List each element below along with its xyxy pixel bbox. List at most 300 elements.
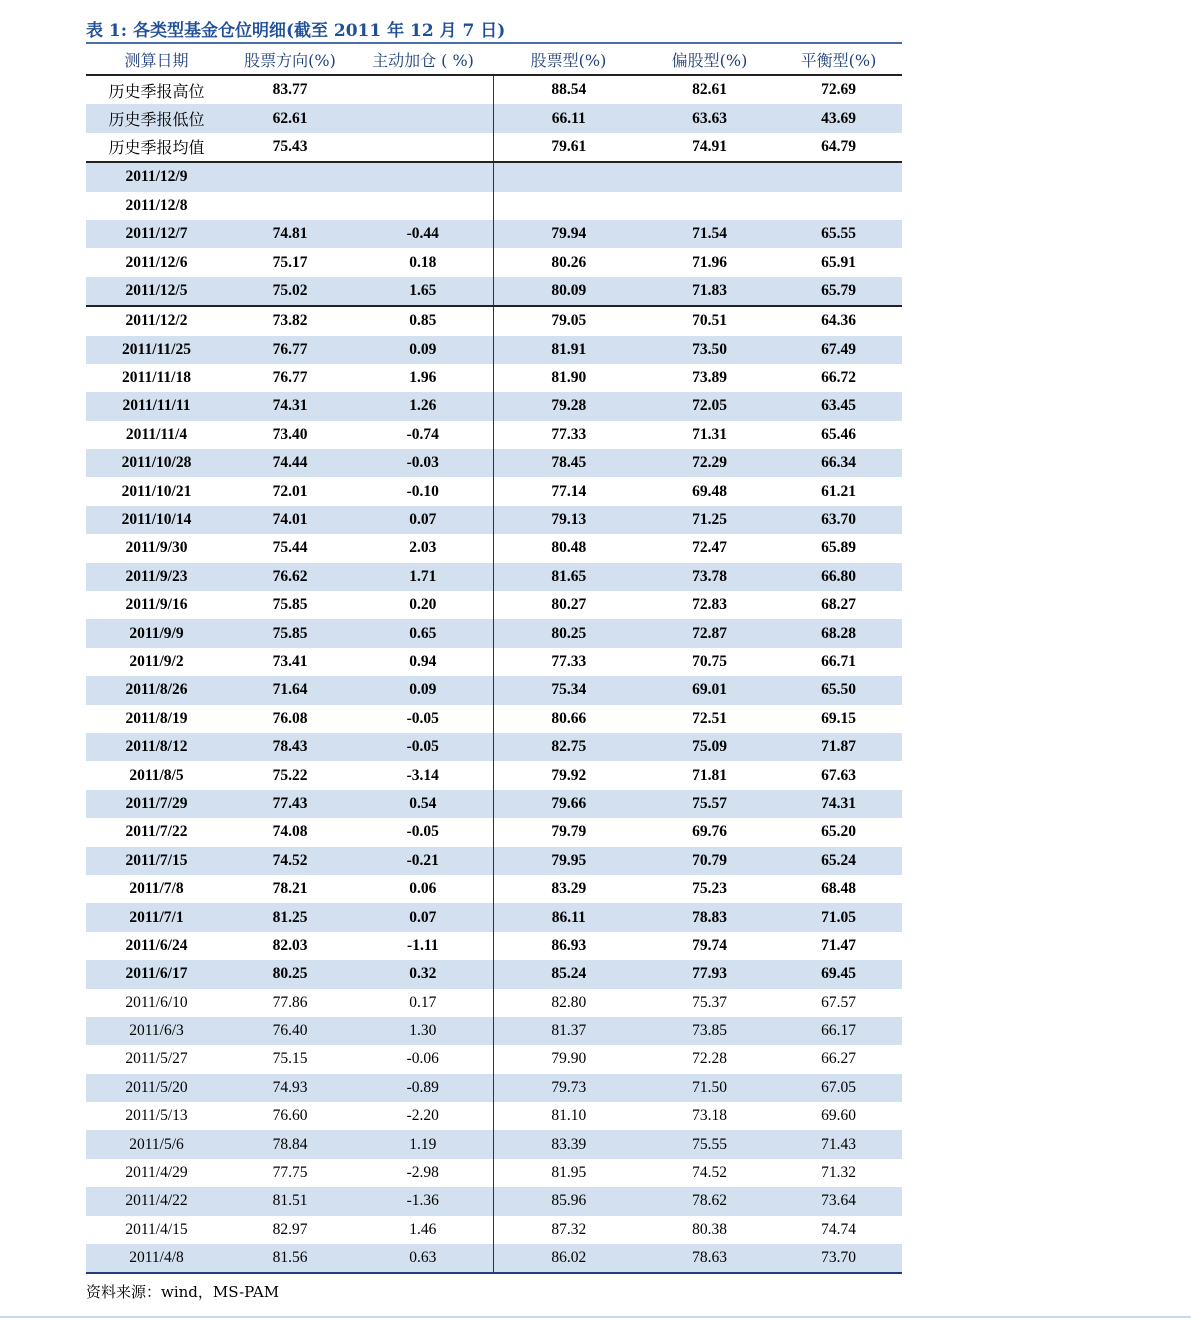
cell-stock-fund: 88.54 — [551, 81, 587, 99]
cell-date: 2011/7/22 — [125, 823, 188, 841]
table-row — [86, 449, 902, 477]
cell-active-add: -0.89 — [353, 1074, 493, 1102]
cell-stock-direction — [227, 192, 353, 220]
cell-balanced-fund: 65.55 — [775, 220, 902, 248]
cell-balanced-fund: 68.27 — [821, 596, 856, 614]
cell-stock-fund: 80.25 — [493, 619, 644, 647]
cell-partial-stock-fund: 72.83 — [692, 596, 727, 614]
cell-stock-direction: 81.51 — [227, 1187, 353, 1215]
cell-label: 历史季报均值 — [86, 133, 227, 162]
cell-active-add: 0.32 — [353, 960, 493, 988]
cell-partial-stock-fund: 78.63 — [644, 1244, 775, 1273]
cell-active-add: -1.11 — [353, 932, 493, 960]
table-row — [86, 392, 902, 420]
cell-stock-fund: 79.13 — [493, 506, 644, 534]
cell-partial-stock-fund: 75.55 — [644, 1130, 775, 1158]
cell-stock-fund: 79.28 — [493, 392, 644, 420]
table-row — [86, 306, 902, 335]
cell-active-add: -0.10 — [353, 477, 493, 505]
cell-balanced-fund: 73.70 — [775, 1244, 902, 1273]
table-row — [86, 875, 902, 903]
cell-stock-fund: 82.80 — [551, 993, 587, 1011]
cell-stock-direction: 75.44 — [272, 539, 308, 557]
cell-stock-direction: 83.77 — [272, 81, 308, 99]
table-row — [86, 903, 902, 931]
cell-stock-fund: 79.66 — [493, 790, 644, 818]
cell-stock-fund: 78.45 — [493, 449, 644, 477]
cell-stock-direction: 82.97 — [272, 1220, 308, 1238]
cell-stock-direction: 76.08 — [272, 709, 308, 727]
cell-date: 2011/8/12 — [86, 733, 227, 761]
cell-date: 2011/12/5 — [86, 277, 227, 306]
cell-active-add: -0.05 — [353, 818, 493, 846]
cell-date: 2011/6/3 — [86, 1017, 227, 1045]
table-row — [86, 364, 902, 392]
cell-partial-stock-fund: 73.18 — [692, 1107, 727, 1125]
cell-partial-stock-fund: 73.85 — [644, 1017, 775, 1045]
cell-stock-direction: 81.56 — [227, 1244, 353, 1273]
cell-partial-stock-fund: 71.31 — [692, 425, 727, 443]
cell-active-add: -0.05 — [353, 705, 493, 733]
cell-balanced-fund: 64.79 — [775, 133, 902, 162]
cell-active-add: 0.63 — [353, 1244, 493, 1273]
table-row — [86, 1074, 902, 1102]
cell-stock-direction: 75.17 — [272, 253, 308, 271]
cell-active-add — [353, 133, 493, 162]
cell-stock-direction: 78.21 — [272, 880, 308, 898]
cell-stock-direction: 74.93 — [227, 1074, 353, 1102]
cell-balanced-fund: 65.46 — [821, 425, 856, 443]
cell-balanced-fund: 72.69 — [821, 81, 856, 99]
cell-stock-fund: 86.02 — [493, 1244, 644, 1273]
cell-stock-direction: 74.08 — [272, 823, 308, 841]
cell-date: 2011/5/13 — [125, 1107, 188, 1125]
cell-active-add: 0.07 — [353, 903, 493, 931]
table-row — [86, 277, 902, 306]
cell-date: 2011/5/20 — [86, 1074, 227, 1102]
cell-active-add — [353, 75, 493, 104]
cell-date: 2011/7/15 — [86, 847, 227, 875]
cell-stock-direction: 76.77 — [272, 369, 308, 387]
table-row — [86, 336, 902, 364]
table-row — [86, 676, 902, 704]
cell-stock-fund: 80.48 — [551, 539, 587, 557]
table-header-row — [86, 43, 902, 75]
table-row — [86, 705, 902, 733]
cell-stock-direction: 76.40 — [227, 1017, 353, 1045]
cell-date: 2011/7/29 — [86, 790, 227, 818]
cell-stock-direction: 78.43 — [227, 733, 353, 761]
cell-active-add: 0.06 — [353, 875, 493, 903]
cell-balanced-fund: 43.69 — [775, 104, 902, 132]
cell-stock-direction: 73.82 — [272, 312, 308, 330]
cell-partial-stock-fund: 72.51 — [692, 709, 727, 727]
cell-active-add: 2.03 — [353, 534, 493, 562]
table-row — [86, 989, 902, 1017]
cell-partial-stock-fund: 74.91 — [644, 133, 775, 162]
cell-stock-fund: 79.92 — [551, 766, 587, 784]
cell-stock-fund: 79.79 — [551, 823, 587, 841]
cell-stock-direction: 76.77 — [227, 336, 353, 364]
cell-active-add: 0.09 — [353, 676, 493, 704]
cell-balanced-fund: 69.15 — [821, 709, 856, 727]
cell-stock-direction: 75.22 — [272, 766, 308, 784]
cell-stock-direction: 72.01 — [272, 482, 308, 500]
cell-partial-stock-fund: 71.83 — [644, 277, 775, 306]
table-row — [86, 192, 902, 220]
table-row — [86, 563, 902, 591]
cell-stock-fund: 81.65 — [493, 563, 644, 591]
historical-row — [86, 133, 902, 162]
table-title: 表 1: 各类型基金仓位明细(截至 2011 年 12 月 7 日) — [86, 21, 506, 41]
cell-stock-fund: 77.33 — [551, 425, 587, 443]
cell-stock-fund: 82.75 — [493, 733, 644, 761]
cell-partial-stock-fund: 71.96 — [692, 253, 727, 271]
cell-stock-fund: 77.14 — [551, 482, 587, 500]
cell-date: 2011/11/25 — [86, 336, 227, 364]
cell-stock-direction: 74.01 — [227, 506, 353, 534]
cell-partial-stock-fund: 71.25 — [644, 506, 775, 534]
table-row — [86, 790, 902, 818]
cell-stock-fund: 83.29 — [551, 880, 587, 898]
cell-date: 2011/9/9 — [86, 619, 227, 647]
cell-date: 2011/12/9 — [86, 162, 227, 191]
source-note: 资料来源：wind，MS-PAM — [86, 1283, 280, 1301]
cell-balanced-fund: 68.28 — [775, 619, 902, 647]
cell-balanced-fund — [775, 192, 902, 220]
cell-balanced-fund: 71.47 — [821, 936, 856, 954]
historical-row — [86, 75, 902, 104]
cell-partial-stock-fund: 75.57 — [644, 790, 775, 818]
cell-stock-direction: 75.85 — [272, 596, 308, 614]
cell-stock-fund: 75.34 — [493, 676, 644, 704]
cell-balanced-fund: 66.80 — [775, 563, 902, 591]
cell-partial-stock-fund — [644, 162, 775, 191]
cell-date: 2011/9/30 — [125, 539, 188, 557]
cell-label: 历史季报高位 — [108, 81, 205, 101]
cell-balanced-fund: 71.43 — [775, 1130, 902, 1158]
cell-date: 2011/4/8 — [86, 1244, 227, 1273]
cell-stock-fund: 86.11 — [493, 903, 644, 931]
cell-date: 2011/11/11 — [86, 392, 227, 420]
cell-balanced-fund: 67.63 — [821, 766, 856, 784]
table-row — [86, 477, 902, 505]
cell-active-add: -0.03 — [353, 449, 493, 477]
cell-stock-direction: 76.62 — [227, 563, 353, 591]
cell-active-add: 1.30 — [353, 1017, 493, 1045]
cell-partial-stock-fund: 79.74 — [692, 936, 727, 954]
cell-date: 2011/11/18 — [122, 369, 191, 387]
cell-balanced-fund: 64.36 — [821, 312, 856, 330]
cell-date: 2011/6/17 — [86, 960, 227, 988]
historical-row — [86, 104, 902, 132]
cell-balanced-fund: 65.91 — [821, 253, 856, 271]
cell-partial-stock-fund: 74.52 — [692, 1164, 727, 1182]
cell-stock-fund: 81.90 — [551, 369, 587, 387]
cell-stock-direction: 74.81 — [227, 220, 353, 248]
cell-stock-direction: 75.43 — [227, 133, 353, 162]
cell-stock-fund: 81.10 — [551, 1107, 587, 1125]
cell-active-add: 1.26 — [353, 392, 493, 420]
cell-stock-fund: 81.91 — [493, 336, 644, 364]
table-row — [86, 534, 902, 562]
cell-stock-fund: 86.93 — [551, 936, 587, 954]
cell-partial-stock-fund: 72.47 — [692, 539, 727, 557]
cell-balanced-fund: 66.71 — [821, 653, 856, 670]
cell-partial-stock-fund: 80.38 — [692, 1220, 727, 1238]
cell-partial-stock-fund: 77.93 — [644, 960, 775, 988]
cell-balanced-fund: 71.32 — [821, 1164, 856, 1182]
cell-partial-stock-fund: 82.61 — [692, 81, 727, 99]
table-row — [86, 960, 902, 988]
cell-date: 2011/4/15 — [125, 1220, 188, 1238]
cell-active-add: -0.05 — [353, 733, 493, 761]
cell-balanced-fund: 65.50 — [775, 676, 902, 704]
cell-stock-fund: 79.90 — [551, 1050, 587, 1068]
cell-stock-fund: 79.73 — [493, 1074, 644, 1102]
cell-partial-stock-fund: 73.89 — [692, 369, 727, 387]
cell-stock-direction: 75.15 — [272, 1050, 308, 1068]
cell-date: 2011/10/14 — [86, 506, 227, 534]
cell-stock-fund: 81.37 — [493, 1017, 644, 1045]
cell-balanced-fund: 66.27 — [821, 1050, 856, 1068]
cell-active-add: 1.65 — [353, 277, 493, 306]
cell-active-add: 1.46 — [353, 1216, 493, 1244]
cell-active-add: 0.54 — [353, 790, 493, 818]
cell-balanced-fund: 63.45 — [775, 392, 902, 420]
table-body — [86, 75, 902, 1273]
cell-partial-stock-fund: 63.63 — [644, 104, 775, 132]
cell-active-add: 1.96 — [353, 364, 493, 392]
cell-date: 2011/9/23 — [86, 563, 227, 591]
cell-stock-direction: 77.75 — [272, 1164, 308, 1182]
cell-partial-stock-fund: 73.78 — [644, 563, 775, 591]
cell-date: 2011/10/28 — [86, 449, 227, 477]
table-row — [86, 1045, 902, 1073]
cell-partial-stock-fund: 72.29 — [644, 449, 775, 477]
cell-partial-stock-fund: 73.50 — [644, 336, 775, 364]
cell-balanced-fund — [775, 162, 902, 191]
cell-stock-direction: 81.25 — [227, 903, 353, 931]
cell-partial-stock-fund: 75.37 — [692, 993, 727, 1011]
cell-partial-stock-fund: 78.62 — [644, 1187, 775, 1215]
cell-stock-fund — [493, 192, 644, 220]
cell-balanced-fund: 65.24 — [775, 847, 902, 875]
header-balanced-fund: 平衡型(%) — [775, 43, 902, 75]
cell-balanced-fund: 71.87 — [775, 733, 902, 761]
cell-stock-direction: 74.44 — [227, 449, 353, 477]
cell-partial-stock-fund: 72.28 — [692, 1050, 727, 1068]
cell-partial-stock-fund: 69.48 — [692, 482, 727, 500]
cell-date: 2011/7/1 — [86, 903, 227, 931]
header-date: 测算日期 — [86, 43, 227, 75]
cell-stock-fund: 79.95 — [493, 847, 644, 875]
cell-balanced-fund: 71.05 — [775, 903, 902, 931]
cell-stock-fund: 79.94 — [493, 220, 644, 248]
cell-partial-stock-fund: 72.05 — [644, 392, 775, 420]
cell-partial-stock-fund: 70.79 — [644, 847, 775, 875]
cell-date: 2011/12/6 — [125, 253, 188, 271]
cell-stock-direction: 75.02 — [227, 277, 353, 306]
cell-stock-fund: 77.33 — [551, 653, 587, 670]
cell-partial-stock-fund: 69.76 — [692, 823, 727, 841]
cell-active-add: 0.65 — [353, 619, 493, 647]
table-row — [86, 162, 902, 191]
cell-date: 2011/10/21 — [121, 482, 192, 500]
cell-balanced-fund: 68.48 — [821, 880, 856, 898]
cell-balanced-fund: 65.20 — [821, 823, 856, 841]
cell-date: 2011/6/24 — [125, 936, 188, 954]
cell-active-add: 1.71 — [353, 563, 493, 591]
cell-balanced-fund: 66.72 — [821, 369, 856, 387]
cell-label: 历史季报低位 — [86, 104, 227, 132]
cell-partial-stock-fund: 71.50 — [644, 1074, 775, 1102]
cell-active-add: 0.20 — [353, 591, 493, 619]
cell-partial-stock-fund: 78.83 — [644, 903, 775, 931]
cell-date: 2011/9/2 — [129, 653, 184, 670]
cell-partial-stock-fund: 70.75 — [692, 653, 727, 670]
cell-date: 2011/5/6 — [86, 1130, 227, 1158]
table-row — [86, 591, 902, 619]
cell-active-add — [353, 162, 493, 191]
cell-partial-stock-fund: 71.54 — [644, 220, 775, 248]
table-row — [86, 1017, 902, 1045]
table-row — [86, 1187, 902, 1215]
cell-date: 2011/4/22 — [86, 1187, 227, 1215]
cell-balanced-fund: 65.89 — [821, 539, 856, 557]
cell-active-add: -0.06 — [353, 1045, 493, 1073]
table-row — [86, 733, 902, 761]
cell-date: 2011/5/27 — [125, 1050, 188, 1068]
cell-stock-fund: 85.24 — [493, 960, 644, 988]
table-row — [86, 1102, 902, 1130]
cell-stock-fund: 79.05 — [551, 312, 587, 330]
cell-active-add: -2.20 — [353, 1102, 493, 1130]
cell-active-add: -3.14 — [353, 761, 493, 789]
table-row — [86, 847, 902, 875]
cell-date: 2011/8/19 — [125, 709, 188, 727]
cell-active-add — [353, 104, 493, 132]
cell-stock-fund: 79.61 — [493, 133, 644, 162]
table-row — [86, 932, 902, 960]
cell-stock-fund: 87.32 — [551, 1220, 587, 1238]
cell-balanced-fund: 74.31 — [775, 790, 902, 818]
cell-active-add: 1.19 — [353, 1130, 493, 1158]
cell-active-add: -2.98 — [353, 1159, 493, 1187]
cell-balanced-fund: 67.49 — [775, 336, 902, 364]
table-row — [86, 1216, 902, 1244]
table-row — [86, 1159, 902, 1187]
cell-balanced-fund: 67.05 — [775, 1074, 902, 1102]
table-row — [86, 761, 902, 789]
cell-stock-direction: 73.41 — [272, 653, 308, 670]
cell-stock-direction: 80.25 — [227, 960, 353, 988]
cell-balanced-fund: 74.74 — [821, 1220, 856, 1238]
table-row — [86, 248, 902, 276]
cell-stock-direction: 75.85 — [227, 619, 353, 647]
table-row — [86, 619, 902, 647]
cell-stock-fund: 66.11 — [493, 104, 644, 132]
cell-stock-direction: 82.03 — [272, 936, 308, 954]
cell-partial-stock-fund: 70.51 — [692, 312, 727, 330]
cell-stock-direction: 77.43 — [227, 790, 353, 818]
cell-stock-fund: 80.27 — [551, 596, 587, 614]
cell-active-add: 0.18 — [353, 248, 493, 276]
cell-stock-direction: 74.52 — [227, 847, 353, 875]
cell-date: 2011/12/7 — [86, 220, 227, 248]
cell-active-add: 0.09 — [353, 336, 493, 364]
cell-active-add: 0.17 — [353, 989, 493, 1017]
cell-balanced-fund: 69.45 — [775, 960, 902, 988]
cell-stock-fund: 80.26 — [551, 253, 587, 271]
cell-stock-direction: 76.60 — [272, 1107, 308, 1125]
footer-divider — [0, 1316, 1191, 1318]
cell-partial-stock-fund: 72.87 — [644, 619, 775, 647]
cell-stock-fund: 81.95 — [551, 1164, 587, 1182]
cell-stock-fund: 83.39 — [493, 1130, 644, 1158]
cell-active-add: 0.94 — [353, 648, 493, 676]
cell-balanced-fund: 69.60 — [821, 1107, 856, 1125]
cell-date: 2011/6/10 — [125, 993, 188, 1011]
cell-stock-fund — [493, 162, 644, 191]
cell-balanced-fund: 73.64 — [775, 1187, 902, 1215]
cell-date: 2011/12/8 — [125, 196, 188, 214]
cell-stock-direction: 78.84 — [227, 1130, 353, 1158]
cell-date: 2011/11/4 — [125, 425, 188, 443]
fund-position-table — [86, 42, 902, 1274]
table-row — [86, 1244, 902, 1273]
cell-stock-fund: 80.09 — [493, 277, 644, 306]
table-row — [86, 648, 902, 676]
cell-partial-stock-fund: 75.23 — [692, 880, 727, 898]
header-stock-fund: 股票型(%) — [493, 43, 644, 75]
cell-date: 2011/4/29 — [125, 1164, 188, 1182]
cell-stock-direction: 73.40 — [272, 425, 308, 443]
cell-partial-stock-fund — [644, 192, 775, 220]
cell-stock-direction: 77.86 — [272, 993, 308, 1011]
table-row — [86, 506, 902, 534]
cell-date: 2011/9/16 — [125, 596, 188, 614]
table-row — [86, 1130, 902, 1158]
table-row — [86, 421, 902, 449]
header-stock-direction: 股票方向(%) — [227, 43, 353, 75]
cell-balanced-fund: 63.70 — [775, 506, 902, 534]
cell-active-add: 0.07 — [353, 506, 493, 534]
cell-date: 2011/8/26 — [86, 676, 227, 704]
cell-stock-direction: 71.64 — [227, 676, 353, 704]
cell-balanced-fund: 67.57 — [821, 993, 856, 1011]
cell-partial-stock-fund: 75.09 — [644, 733, 775, 761]
table-row — [86, 818, 902, 846]
cell-partial-stock-fund: 69.01 — [644, 676, 775, 704]
cell-date: 2011/8/5 — [129, 766, 184, 784]
cell-stock-direction: 62.61 — [227, 104, 353, 132]
cell-active-add — [353, 192, 493, 220]
cell-active-add: -0.21 — [353, 847, 493, 875]
cell-active-add: -1.36 — [353, 1187, 493, 1215]
header-partial-stock-fund: 偏股型(%) — [644, 43, 775, 75]
cell-stock-direction: 74.31 — [227, 392, 353, 420]
cell-date: 2011/7/8 — [129, 880, 184, 898]
cell-stock-fund: 85.96 — [493, 1187, 644, 1215]
cell-balanced-fund: 66.17 — [775, 1017, 902, 1045]
cell-balanced-fund: 66.34 — [775, 449, 902, 477]
header-active-add: 主动加仓 ( %) — [353, 43, 493, 75]
cell-active-add: -0.44 — [353, 220, 493, 248]
cell-active-add: 0.85 — [353, 306, 493, 335]
cell-stock-fund: 80.66 — [551, 709, 587, 727]
cell-partial-stock-fund: 71.81 — [692, 766, 727, 784]
